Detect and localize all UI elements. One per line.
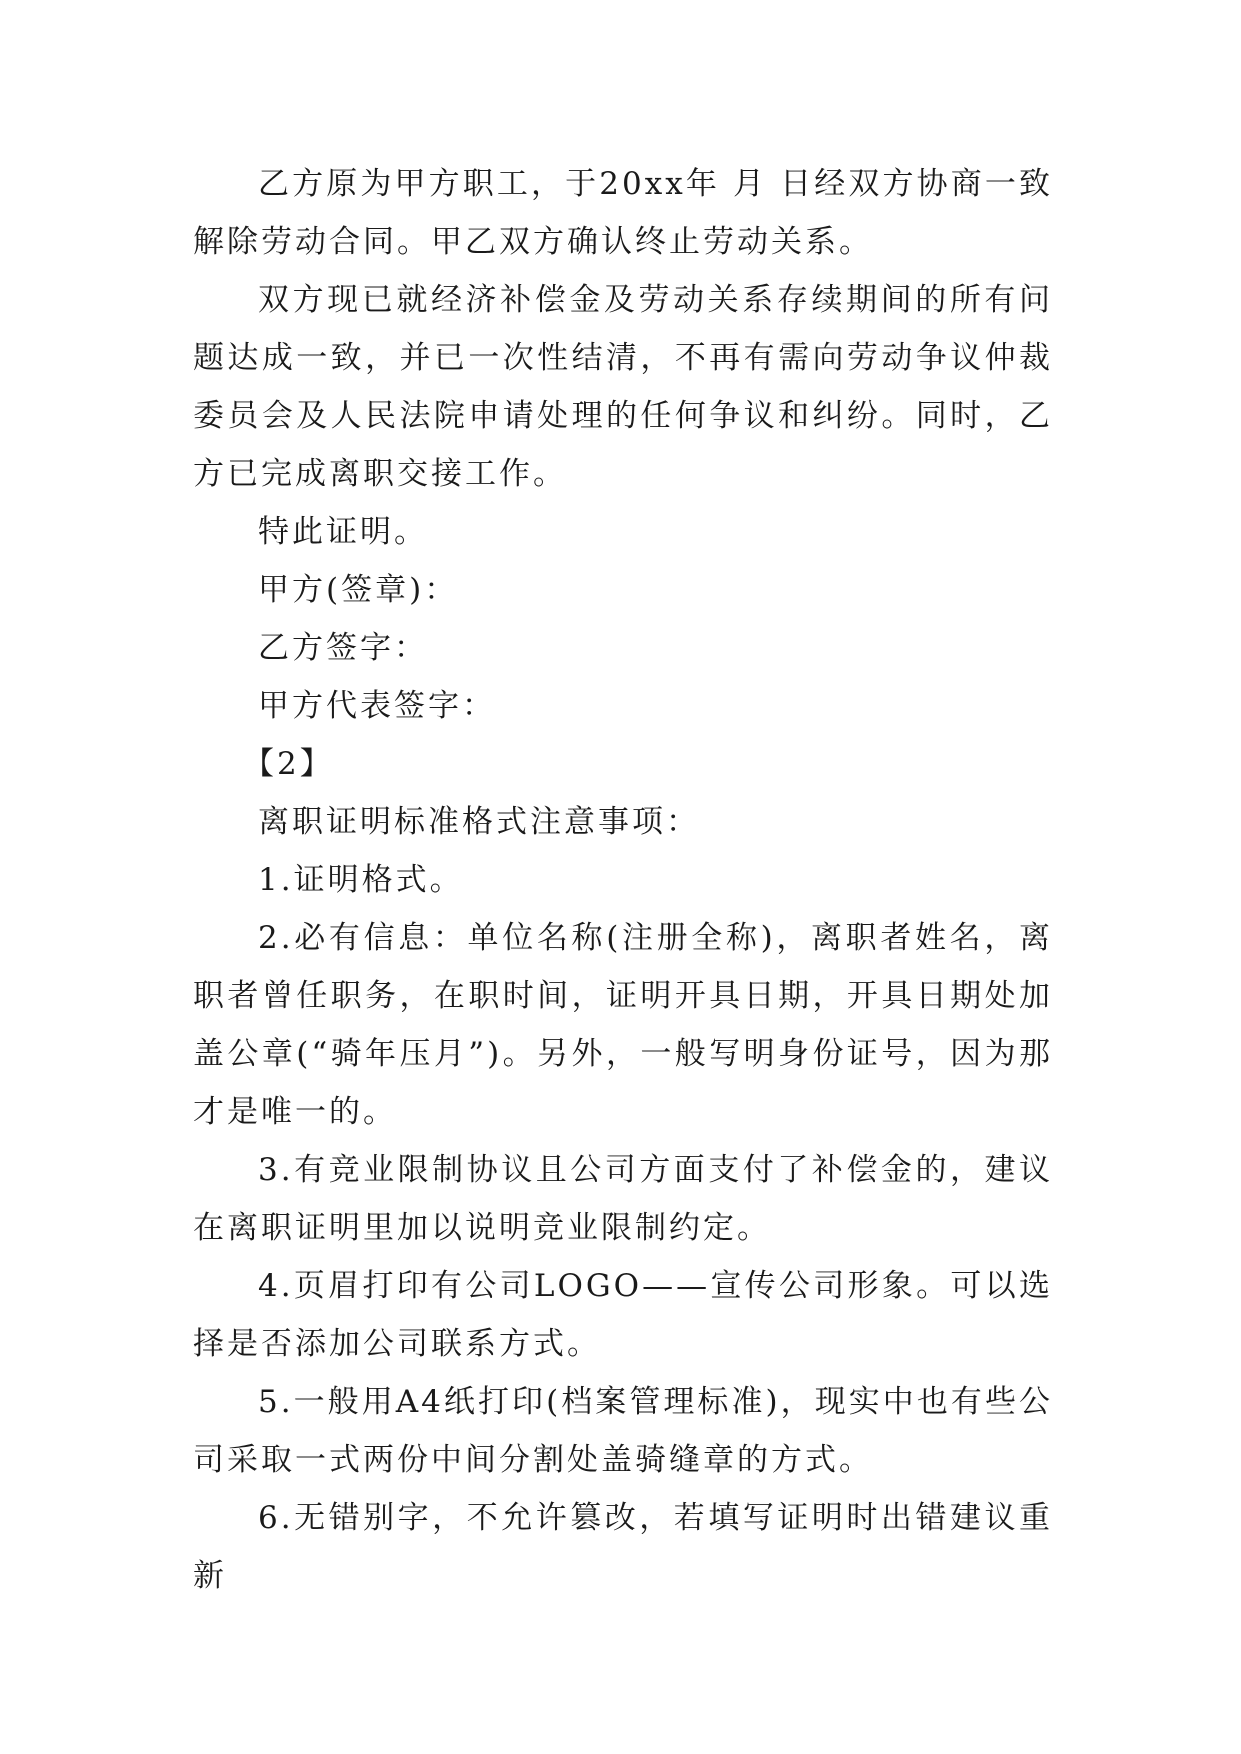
paragraph-termination-statement: 乙方原为甲方职工，于20xx年 月 日经双方协商一致解除劳动合同。甲乙双方确认终止劳动关系。 <box>193 166 1053 260</box>
notes-heading: 离职证明标准格式注意事项： <box>258 804 700 840</box>
note-item-3: 3.有竞业限制协议且公司方面支付了补偿金的，建议在离职证明里加以说明竞业限制约定。 <box>193 1152 1053 1246</box>
paragraph-certification: 特此证明。 <box>258 514 428 550</box>
party-a-representative-line: 甲方代表签字： <box>258 688 496 724</box>
note-item-6: 6.无错别字，不允许篡改，若填写证明时出错建议重新 <box>193 1500 1053 1594</box>
document-body <box>193 155 1053 1605</box>
party-a-seal-line: 甲方(签章)： <box>258 572 459 608</box>
paragraph-settlement-statement: 双方现已就经济补偿金及劳动关系存续期间的所有问题达成一致，并已一次性结清，不再有需向劳动争议仲裁委员会及人民法院申请处理的任何争议和纠纷。同时，乙方已完成离职交接工作。 <box>193 282 1053 492</box>
note-item-1: 1.证明格式。 <box>258 862 464 898</box>
party-b-signature-line: 乙方签字： <box>258 630 428 666</box>
note-item-5: 5.一般用A4纸打印(档案管理标准)，现实中也有些公司采取一式两份中间分割处盖骑缝章的方式。 <box>193 1384 1053 1478</box>
note-item-2: 2.必有信息：单位名称(注册全称)，离职者姓名，离职者曾任职务，在职时间，证明开具日期，开具日期处加盖公章(“骑年压月”)。另外，一般写明身份证号，因为那才是唯一的。 <box>193 920 1053 1130</box>
section-number: 【2】 <box>243 746 334 782</box>
note-item-4: 4.页眉打印有公司LOGO——宣传公司形象。可以选择是否添加公司联系方式。 <box>193 1268 1053 1362</box>
